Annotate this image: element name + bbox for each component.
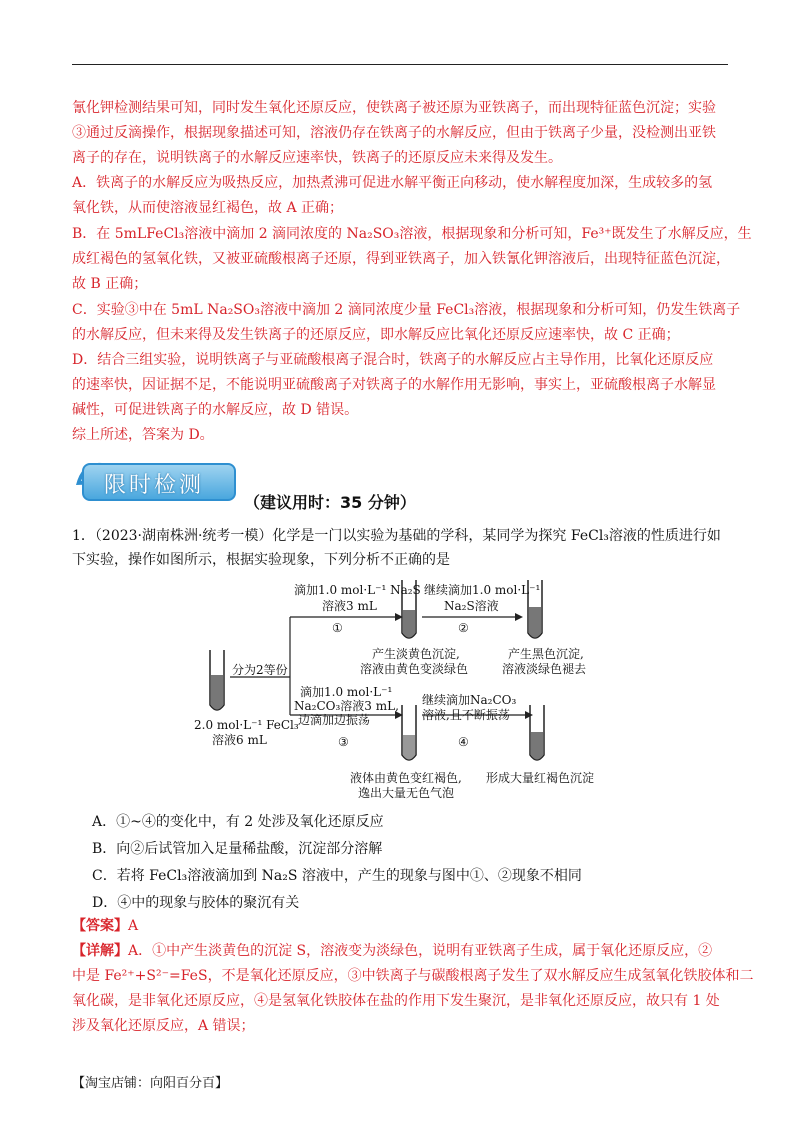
step1-label: 滴加1.0 mol·L⁻¹ Na₂S xyxy=(294,583,421,597)
footer-shop: 【淘宝店铺：向阳百分百】 xyxy=(72,1076,229,1091)
option-a: A．①~④的变化中，有 2 处涉及氧化还原反应 xyxy=(92,814,384,830)
result4-text: 形成大量红褐色沉淀 xyxy=(486,771,595,785)
option-d-analysis-line: 碱性，可促进铁离子的水解反应，故 D 错误。 xyxy=(72,402,359,418)
suggested-time: （建议用时：35 分钟） xyxy=(244,493,416,512)
option-c: C．若将 FeCl₃溶液滴加到 Na₂S 溶液中，产生的现象与图中①、②现象不相同 xyxy=(92,868,582,884)
analysis-line: ③通过反滴操作，根据现象描述可知，溶液仍存在铁离子的水解反应，但由于铁离子少量，没检测出亚铁 xyxy=(72,125,716,141)
answer-label: 【答案】 xyxy=(72,918,128,934)
option-b: B．向②后试管加入足量稀盐酸，沉淀部分溶解 xyxy=(92,841,383,857)
analysis-line: 离子的存在，说明铁离子的水解反应速率快，铁离子的还原反应未来得及发生。 xyxy=(72,150,562,166)
option-b-analysis-line: 故 B 正确； xyxy=(72,276,148,292)
section-banner xyxy=(72,455,238,503)
detail-line: 中是 Fe²⁺+S²⁻=FeS，不是氧化还原反应，③中铁离子与碳酸根离子发生了双水解反应生成氢氧化铁胶体和二 xyxy=(72,968,754,984)
step3-number: ③ xyxy=(338,735,349,749)
result2-text: 溶液淡绿色褪去 xyxy=(502,662,587,676)
question-text: 下实验，操作如图所示，根据实验现象，下列分析不正确的是 xyxy=(72,552,450,568)
question-text: 1．（2023·湖南株洲·统考一模）化学是一门以实验为基础的学科，某同学为探究 FeCl₃溶液的性质进行如 xyxy=(72,528,721,544)
conclusion: 综上所述，答案为 D。 xyxy=(72,427,214,443)
result3-text: 逸出大量无色气泡 xyxy=(358,786,455,800)
result1-text: 产生淡黄色沉淀, xyxy=(372,647,460,661)
analysis-line: 氰化钾检测结果可知，同时发生氧化还原反应，使铁离子被还原为亚铁离子，而出现特征蓝色沉淀；实验 xyxy=(72,100,716,116)
step2-label: 继续滴加1.0 mol·L⁻¹ xyxy=(424,583,541,597)
result1-text: 溶液由黄色变淡绿色 xyxy=(360,662,469,676)
result3-text: 液体由黄色变红褐色, xyxy=(350,771,462,785)
step4-label: 溶液,且不断振荡 xyxy=(422,708,510,722)
step1-number: ① xyxy=(332,621,343,635)
option-b-analysis-line: 成红褐色的氢氧化铁，又被亚硫酸根离子还原，得到亚铁离子，加入铁氰化钾溶液后，出现特征蓝色沉淀， xyxy=(72,251,730,267)
option-d-analysis-line: D．结合三组实验，说明铁离子与亚硫酸根离子混合时，铁离子的水解反应占主导作用，比氧化还原反应 xyxy=(72,352,714,368)
answer-value: A xyxy=(128,918,139,934)
split-label: 分为2等份 xyxy=(232,663,288,677)
option-a-analysis-line: A．铁离子的水解反应为吸热反应，加热煮沸可促进水解平衡正向移动，使水解程度加深，生成较多的氢 xyxy=(72,175,713,191)
answer-line xyxy=(72,916,138,936)
option-b-analysis-line: B．在 5mLFeCl₃溶液中滴加 2 滴同浓度的 Na₂SO₃溶液，根据现象和分析可知，Fe³⁺既发生了水解反应，生 xyxy=(72,226,752,242)
step4-label: 继续滴加Na₂CO₃ xyxy=(422,693,517,707)
detail-line: 涉及氧化还原反应，A 错误； xyxy=(72,1018,255,1034)
detail-line: 氧化碳，是非氧化还原反应，④是氢氧化铁胶体在盐的作用下发生聚沉，是非氧化还原反应，故只有 1 处 xyxy=(72,993,720,1009)
start-solution-volume: 溶液6 mL xyxy=(212,733,267,747)
start-solution-label: 2.0 mol·L⁻¹ FeCl₃ xyxy=(194,718,299,732)
step3-label: 边滴加边振荡 xyxy=(298,713,371,727)
step2-label: Na₂S溶液 xyxy=(444,599,499,613)
option-d: D．④中的现象与胶体的聚沉有关 xyxy=(92,895,300,911)
option-d-analysis-line: 的速率快，因证据不足，不能说明亚硫酸离子对铁离子的水解作用无影响，事实上，亚硫酸根离子水解显 xyxy=(72,377,716,393)
option-c-analysis-line: 的水解反应，但未来得及发生铁离子的还原反应，即水解反应比氧化还原反应速率快，故 C 正确； xyxy=(72,327,680,343)
detail-label: 【详解】 xyxy=(72,943,128,959)
step3-label: Na₂CO₃溶液3 mL, xyxy=(294,699,399,713)
result2-text: 产生黑色沉淀, xyxy=(508,647,584,661)
header-rule xyxy=(72,64,728,65)
option-c-analysis-line: C．实验③中在 5mL Na₂SO₃溶液中滴加 2 滴同浓度少量 FeCl₃溶液，根据现象和分析可知，仍发生铁离子 xyxy=(72,302,741,318)
step2-number: ② xyxy=(458,621,469,635)
step4-number: ④ xyxy=(458,735,469,749)
step1-label: 溶液3 mL xyxy=(322,599,377,613)
banner-title: 限时检测 xyxy=(104,473,205,498)
step3-label: 滴加1.0 mol·L⁻¹ xyxy=(300,685,393,699)
option-a-analysis-line: 氧化铁，从而使溶液显红褐色，故 A 正确； xyxy=(72,200,344,216)
detail-text: A．①中产生淡黄色的沉淀 S，溶液变为淡绿色，说明有亚铁离子生成，属于氧化还原反应，② xyxy=(128,943,713,959)
detail-line xyxy=(72,941,712,961)
